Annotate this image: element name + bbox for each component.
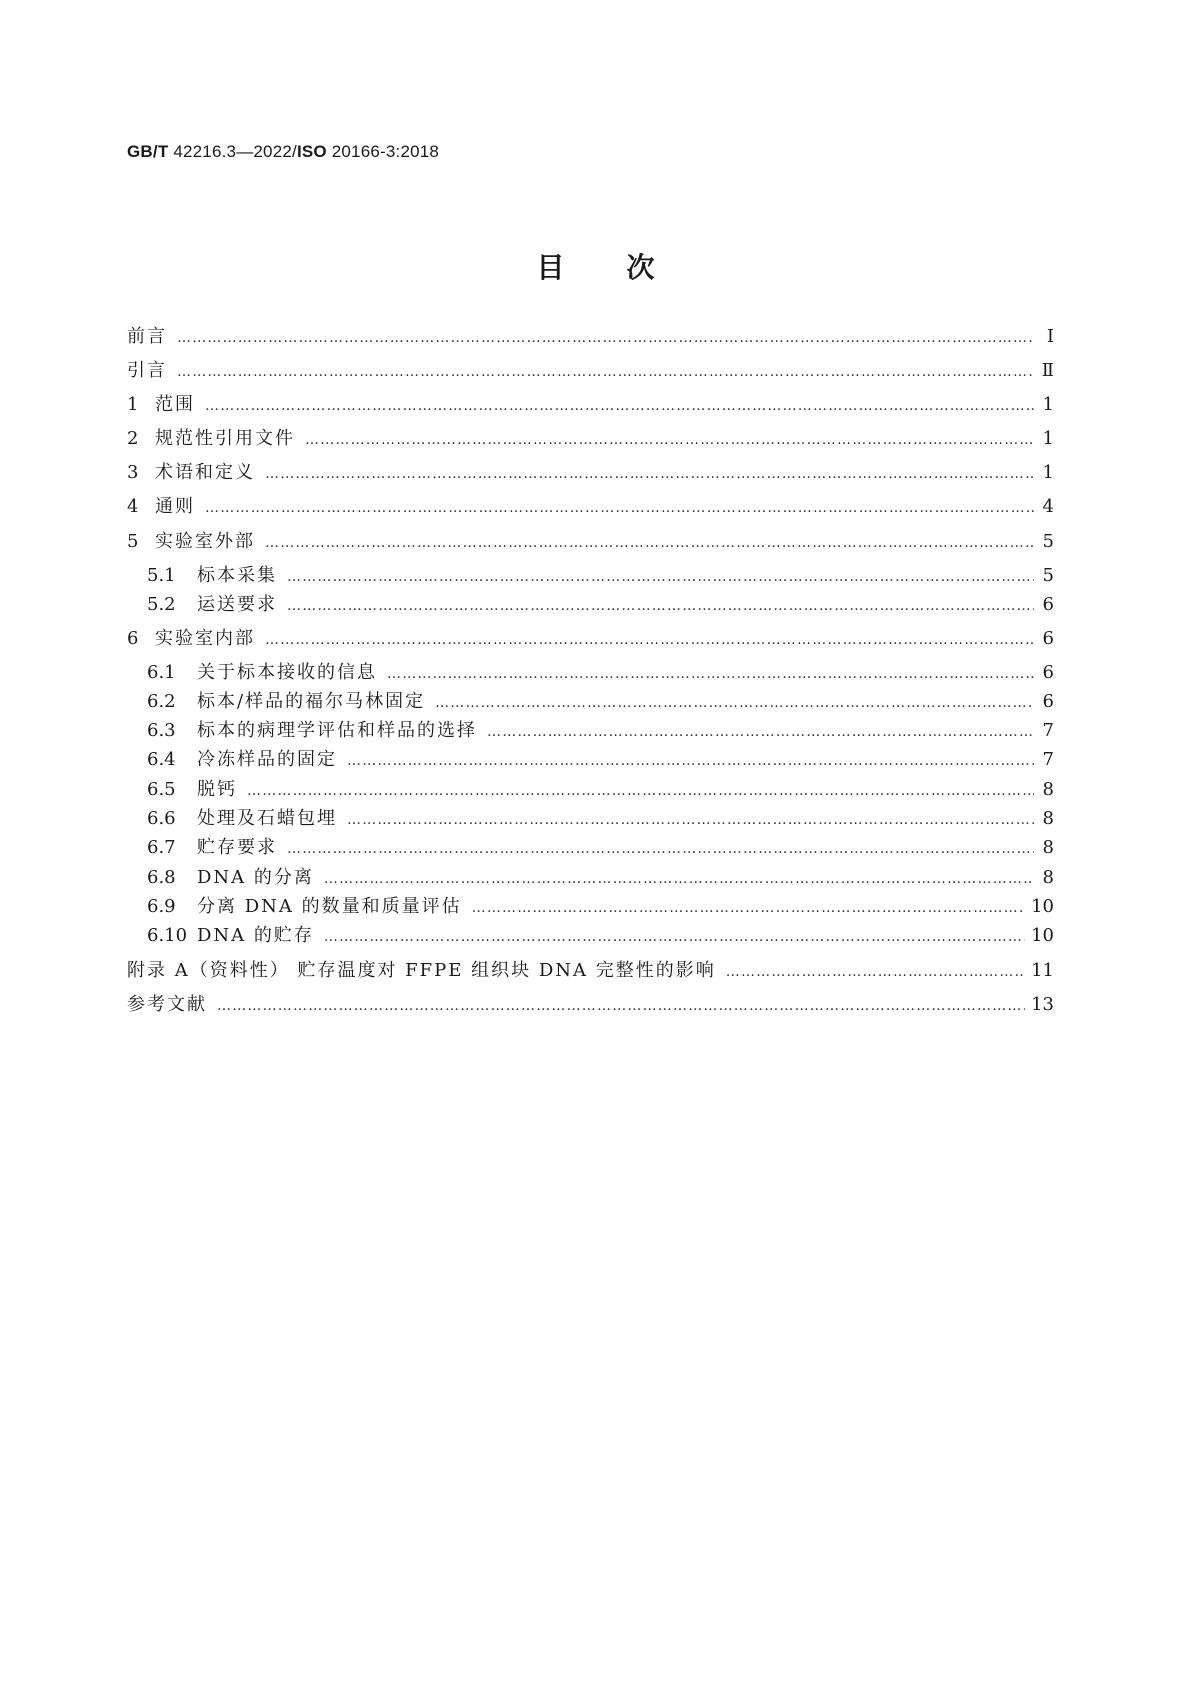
toc-leader-dots (287, 569, 1034, 585)
toc-entry-page: 7 (1042, 749, 1054, 770)
toc-entry-number: 6.2 (147, 691, 176, 712)
toc-leader-dots (205, 398, 1034, 414)
toc-entry[interactable] (147, 804, 1054, 834)
toc-entry-label: 通则 (155, 496, 195, 517)
toc-entry-page: 11 (1031, 960, 1054, 981)
toc-entry[interactable] (127, 990, 1054, 1020)
iso-prefix: ISO (296, 142, 327, 161)
toc-entry-number: 6.1 (147, 662, 176, 683)
toc-entry[interactable] (147, 658, 1054, 688)
toc-entry-label: 范围 (155, 394, 195, 415)
toc-entry-number: 6.9 (147, 896, 176, 917)
toc-entry-label: 冷冻样品的固定 (197, 749, 337, 770)
toc-leader-dots (265, 535, 1034, 551)
toc-entry-label: 标本/样品的福尔马林固定 (197, 691, 426, 712)
toc-entry-number: 5 (127, 531, 139, 552)
toc-entry-number: 1 (127, 394, 139, 415)
toc-leader-dots (487, 724, 1034, 740)
toc-entry-number: 4 (127, 496, 139, 517)
page-title: 目次 (536, 251, 717, 284)
toc-entry-label: 关于标本接收的信息 (197, 662, 377, 683)
toc-entry[interactable] (127, 624, 1054, 654)
toc-leader-dots (217, 998, 1025, 1014)
toc-entry[interactable] (147, 863, 1054, 893)
toc-entry-page: 6 (1042, 628, 1054, 649)
toc-entry-number: 6.4 (147, 749, 176, 770)
toc-entry-label: 贮存要求 (197, 837, 277, 858)
toc-entry-number: 6.8 (147, 867, 176, 888)
toc-leader-dots (265, 466, 1034, 482)
toc-leader-dots (287, 841, 1034, 857)
iso-number: 20166-3:2018 (326, 142, 440, 161)
toc-entry-label: 运送要求 (197, 594, 277, 615)
toc-entry[interactable] (147, 921, 1054, 951)
toc-entry-page: 5 (1042, 531, 1054, 552)
toc-leader-dots (472, 900, 1025, 916)
toc-leader-dots (435, 695, 1034, 711)
toc-entry[interactable] (127, 356, 1054, 386)
toc-entry-label: 处理及石蜡包埋 (197, 808, 337, 829)
toc-leader-dots (177, 364, 1034, 380)
toc-entry[interactable] (127, 527, 1054, 557)
toc-entry[interactable] (127, 322, 1054, 352)
toc-entry-number: 6.3 (147, 720, 176, 741)
toc-entry-label: 附录 A（资料性） 贮存温度对 FFPE 组织块 DNA 完整性的影响 (127, 960, 716, 981)
toc-entry-page: 8 (1042, 837, 1054, 858)
toc-entry[interactable] (147, 892, 1054, 922)
toc-entry-number: 5.2 (147, 594, 176, 615)
code-prefix: GB/T (127, 142, 169, 161)
code-number: 42216.3—2022/ (168, 142, 297, 161)
toc-leader-dots (177, 330, 1034, 346)
toc-leader-dots (324, 871, 1034, 887)
toc-entry-page: 10 (1031, 896, 1054, 917)
toc-entry-page: 1 (1042, 394, 1054, 415)
toc-entry[interactable] (127, 390, 1054, 420)
document-code (127, 142, 439, 162)
toc-leader-dots (265, 632, 1034, 648)
toc-entry-page: 1 (1042, 428, 1054, 449)
toc-entry[interactable] (127, 424, 1054, 454)
toc-entry-page: 7 (1042, 720, 1054, 741)
toc-entry[interactable] (147, 687, 1054, 717)
toc-entry-number: 6.5 (147, 779, 176, 800)
toc-entry-page: 10 (1031, 925, 1054, 946)
toc-entry-page: Ⅰ (1046, 326, 1054, 347)
toc-entry-number: 3 (127, 462, 139, 483)
toc-entry[interactable] (127, 492, 1054, 522)
toc-entry-page: 8 (1042, 779, 1054, 800)
toc-entry-number: 5.1 (147, 565, 176, 586)
toc-entry-page: Ⅱ (1041, 360, 1054, 381)
toc-entry-number: 6.10 (147, 925, 188, 946)
toc-leader-dots (324, 929, 1025, 945)
toc-entry-label: 参考文献 (127, 994, 207, 1015)
toc-entry-label: 实验室外部 (155, 531, 255, 552)
toc-entry-page: 6 (1042, 594, 1054, 615)
toc-entry-label: 实验室内部 (155, 628, 255, 649)
toc-entry-label: 前言 (127, 326, 167, 347)
toc-leader-dots (205, 500, 1034, 516)
toc-entry-page: 5 (1042, 565, 1054, 586)
toc-entry-number: 6.7 (147, 837, 176, 858)
toc-leader-dots (305, 432, 1034, 448)
toc-leader-dots (347, 753, 1034, 769)
toc-entry-label: 分离 DNA 的数量和质量评估 (197, 896, 462, 917)
toc-entry[interactable] (147, 561, 1054, 591)
toc-entry[interactable] (147, 775, 1054, 805)
toc-entry-page: 13 (1031, 994, 1054, 1015)
toc-entry[interactable] (147, 590, 1054, 620)
toc-entry-label: 引言 (127, 360, 167, 381)
toc-entry-page: 1 (1042, 462, 1054, 483)
toc-entry-number: 6.6 (147, 808, 176, 829)
toc-leader-dots (387, 666, 1034, 682)
toc-entry[interactable] (147, 833, 1054, 863)
toc-leader-dots (726, 964, 1025, 980)
toc-entry-label: 标本采集 (197, 565, 277, 586)
toc-entry-number: 2 (127, 428, 139, 449)
toc-entry-label: 术语和定义 (155, 462, 255, 483)
toc-entry-number: 6 (127, 628, 139, 649)
toc-entry-label: 标本的病理学评估和样品的选择 (197, 720, 477, 741)
toc-entry-label: DNA 的分离 (197, 867, 314, 888)
toc-entry[interactable] (147, 745, 1054, 775)
toc-leader-dots (287, 598, 1034, 614)
toc-entry[interactable] (147, 716, 1054, 746)
toc-leader-dots (347, 812, 1034, 828)
toc-entry-label: 脱钙 (197, 779, 237, 800)
toc-entry-page: 4 (1042, 496, 1054, 517)
toc-entry-label: DNA 的贮存 (197, 925, 314, 946)
toc-entry[interactable] (127, 458, 1054, 488)
toc-entry-page: 8 (1042, 867, 1054, 888)
toc-entry-page: 6 (1042, 691, 1054, 712)
toc-entry-page: 8 (1042, 808, 1054, 829)
toc-entry[interactable] (127, 956, 1054, 986)
toc-leader-dots (247, 783, 1034, 799)
toc-entry-page: 6 (1042, 662, 1054, 683)
toc-entry-label: 规范性引用文件 (155, 428, 295, 449)
